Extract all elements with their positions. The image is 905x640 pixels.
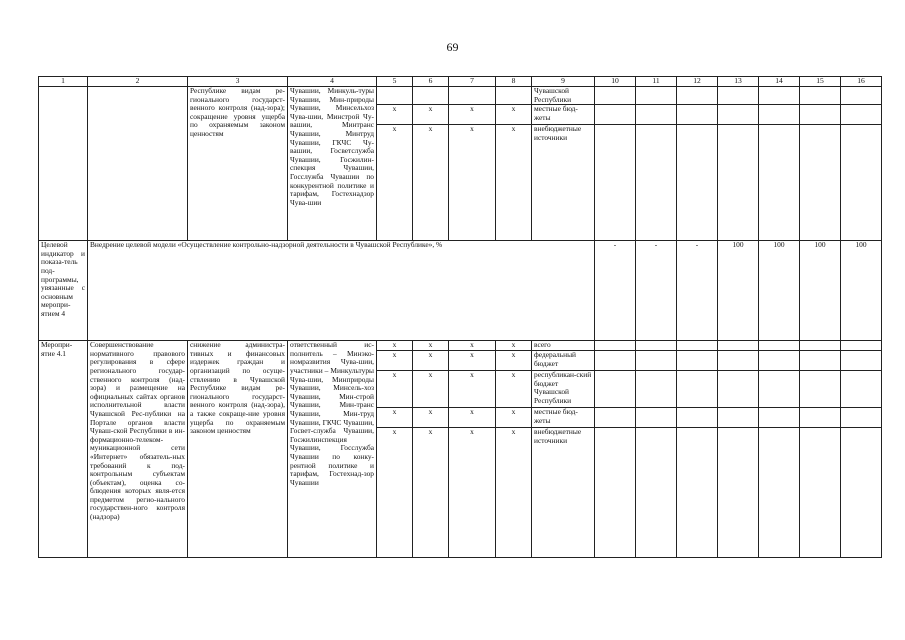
indicator-text: Внедрение целевой модели «Осуществление контрольно-надзорной деятельности в Чувашской Республике», %: [88, 241, 595, 341]
indicator-value: 100: [759, 241, 800, 341]
table-row: [39, 341, 882, 351]
program-table: [38, 76, 882, 558]
cell-x: x: [377, 371, 413, 408]
cell-x: x: [377, 341, 413, 351]
cell-measure-id: Меропри-ятие 4.1: [39, 341, 88, 558]
col-header: 3: [188, 77, 288, 87]
cell-x: x: [377, 351, 413, 371]
cell-x: x: [449, 371, 496, 408]
cell-source: внебюджетные источники: [532, 428, 595, 558]
cell-x: x: [496, 371, 532, 408]
cell-measure-name: Совершенствование нормативного правового регулирования в сфере регионального государ-ственного контроля (над-зора) и размещение на официальных сайтах органов исполнительной власти Чувашской Рес-публики на Портале органов власти Чуваш-ской Республики в ин-формационно-телеком-муникационной сети «Интернет» обязатель-ных требований к под-контрольным субъектам (объектам), оценка со-блюдения которых явля-ется предметом регио-нального государствен-ного контроля (надзора): [88, 341, 188, 558]
cell-empty: [88, 87, 188, 241]
col-header: 6: [413, 77, 449, 87]
table-row: [39, 87, 882, 105]
col-header: 13: [718, 77, 759, 87]
indicator-value: -: [595, 241, 636, 341]
cell-x: x: [413, 341, 449, 351]
cell-x: x: [413, 428, 449, 558]
cell-x: x: [449, 341, 496, 351]
cell-empty: [39, 87, 88, 241]
cell-source: всего: [532, 341, 595, 351]
cell-x: x: [449, 428, 496, 558]
cell-x: x: [496, 341, 532, 351]
indicator-row: [39, 241, 882, 341]
cell-x: x: [377, 408, 413, 428]
cell-source: внебюджетные источники: [532, 125, 595, 241]
col-header: 12: [677, 77, 718, 87]
cell-x: x: [449, 105, 496, 125]
cell-source: местные бюд-жеты: [532, 408, 595, 428]
cell-executors: Чувашии, Минкуль-туры Чувашии, Мин-природы Чувашии, Минсельхоз Чува-шии, Минстрой Чу-вашии, Минтранс Чувашии, Минтруд Чувашии, ГКЧС Чу-вашии, Госветслужба Чувашии, Госжилин-спекция Чувашии, Госслужба Чувашии по конкурентной политике и тарифам, Гостехнадзор Чува-шии: [288, 87, 377, 241]
cell-source: Чувашской Республики: [532, 87, 595, 105]
col-header: 15: [800, 77, 841, 87]
cell-x: x: [449, 351, 496, 371]
col-header: 5: [377, 77, 413, 87]
col-header: 10: [595, 77, 636, 87]
header-row: [39, 77, 882, 87]
cell-x: x: [377, 105, 413, 125]
cell-source: республикан-ский бюджет Чувашской Республики: [532, 371, 595, 408]
cell-x: x: [413, 371, 449, 408]
cell-source: федеральный бюджет: [532, 351, 595, 371]
indicator-value: -: [677, 241, 718, 341]
cell-x: [449, 87, 496, 105]
page-number: 69: [446, 40, 459, 54]
cell-x: x: [496, 408, 532, 428]
cell-x: x: [377, 428, 413, 558]
cell-x: [413, 87, 449, 105]
cell-expected-result: Республике видам ре-гионального государст-венного контроля (над-зора); сокращение уровня ущерба по охраняемым законом ценностям: [188, 87, 288, 241]
col-header: 11: [636, 77, 677, 87]
indicator-value: 100: [841, 241, 882, 341]
cell-x: x: [413, 125, 449, 241]
col-header: 7: [449, 77, 496, 87]
cell-x: x: [413, 105, 449, 125]
cell-source: местные бюд-жеты: [532, 105, 595, 125]
indicator-label: Целевой индикатор и показа-тель под-программы, увязанные с основным меропри-ятием 4: [39, 241, 88, 341]
col-header: 8: [496, 77, 532, 87]
indicator-value: 100: [800, 241, 841, 341]
col-header: 9: [532, 77, 595, 87]
cell-x: x: [449, 125, 496, 241]
cell-x: x: [496, 105, 532, 125]
cell-expected-result: снижение администра-тивных и финансовых издержек граждан и организаций по осуще-ствлению в Чувашской Республике видам ре-гионального государст-венного контроля (над-зора), а также сокраще-ние уровня ущерба по охраняемым законом ценностям: [188, 341, 288, 558]
indicator-value: 100: [718, 241, 759, 341]
cell-x: x: [377, 125, 413, 241]
indicator-value: -: [636, 241, 677, 341]
col-header: 4: [288, 77, 377, 87]
cell-x: x: [449, 408, 496, 428]
col-header: 1: [39, 77, 88, 87]
cell-executors: ответственный ис-полнитель – Минэко-номразвития Чува-шии, участники – Минкультуры Чува-шии, Минприроды Чувашии, Минсель-хоз Чувашии, Мин-строй Чувашии, Мин-транс Чувашии, Мин-труд Чувашии, ГКЧС Чувашии, Госвет-служба Чувашии, Госжилинспекция Чувашии, Госслужба Чувашии по конку-рентной политике и тарифам, Гостехнад-зор Чувашии: [288, 341, 377, 558]
cell-x: [496, 87, 532, 105]
col-header: 14: [759, 77, 800, 87]
col-header: 2: [88, 77, 188, 87]
cell-x: [377, 87, 413, 105]
cell-x: x: [496, 428, 532, 558]
cell-x: x: [413, 408, 449, 428]
col-header: 16: [841, 77, 882, 87]
cell-x: x: [496, 351, 532, 371]
cell-x: x: [413, 351, 449, 371]
cell-x: x: [496, 125, 532, 241]
